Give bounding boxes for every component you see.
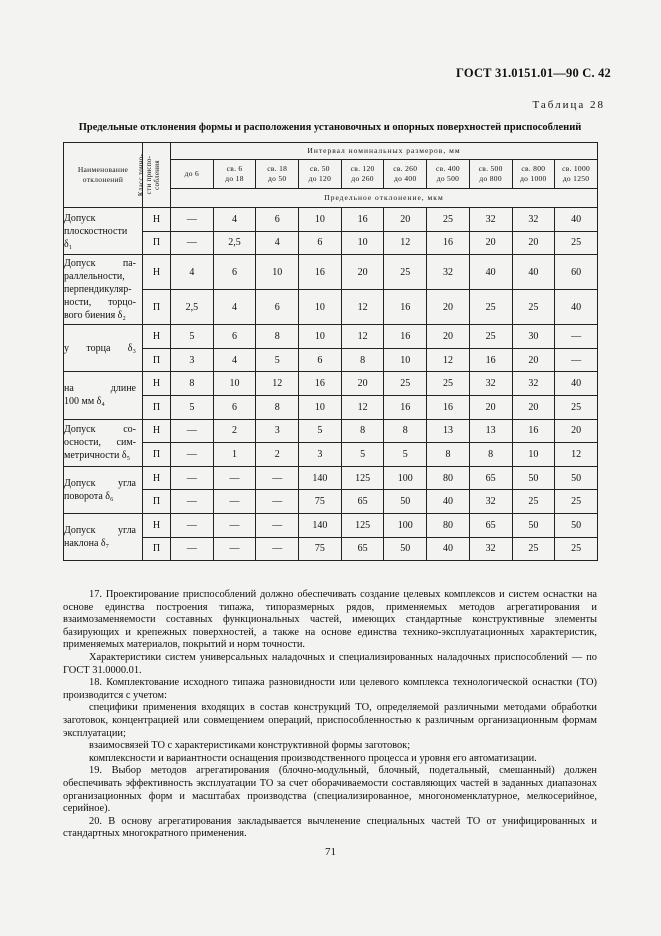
- accuracy-class: П: [143, 231, 171, 255]
- value-cell: 50: [384, 537, 427, 561]
- value-cell: 16: [512, 419, 555, 443]
- accuracy-class: Н: [143, 255, 171, 290]
- value-cell: 6: [256, 208, 299, 232]
- table-row: [64, 255, 598, 290]
- value-cell: —: [171, 443, 214, 467]
- value-cell: 20: [512, 395, 555, 419]
- value-cell: 2,5: [171, 290, 214, 325]
- value-cell: —: [171, 208, 214, 232]
- value-cell: 10: [299, 325, 342, 349]
- value-cell: 2,5: [213, 231, 256, 255]
- table-row: [64, 419, 598, 443]
- value-cell: 16: [427, 231, 470, 255]
- value-cell: 8: [341, 419, 384, 443]
- value-cell: 80: [427, 513, 470, 537]
- value-cell: 4: [213, 208, 256, 232]
- value-cell: 25: [512, 490, 555, 514]
- accuracy-class: Н: [143, 466, 171, 490]
- value-cell: 8: [256, 395, 299, 419]
- value-cell: 16: [384, 395, 427, 419]
- paragraph: комплексности и вариантности оснащения производственного процесса и уровня его автоматизации.: [89, 752, 537, 764]
- table-row: [64, 325, 598, 349]
- value-cell: 8: [171, 372, 214, 396]
- paragraph: 20. В основу агрегатирования закладывается вычленение специальных частей ТО от унифицированных и стандартных многократного применения.: [63, 815, 597, 840]
- value-cell: 32: [469, 372, 512, 396]
- value-cell: 50: [512, 466, 555, 490]
- deviation-table: [63, 142, 598, 561]
- paragraph: специфики применения входящих в состав конструкций ТО, определяемой различными методами обработки заготовок, концентрацией или совмещением операций, приспособленностью к различным организационным формам эксплуатации;: [63, 702, 597, 739]
- table-row: [64, 443, 598, 467]
- value-cell: 16: [384, 325, 427, 349]
- accuracy-class: П: [143, 443, 171, 467]
- table-title: Предельные отклонения формы и расположения установочных и опорных поверхностей приспособлений: [78, 122, 582, 133]
- table-row: [64, 466, 598, 490]
- deviation-name: Допуск угла наклона δ₇: [64, 513, 143, 560]
- paragraph: 17. Проектирование приспособлений должно обеспечивать создание целевых комплексов и систем оснастки на основе единства построения типажа, типоразмерных рядов, применяемых методов агрегатирования и взаимозаменяемости составных функциональных частей, имеющих стандартные конструктивные элементы базирующих и крепежных поверхностей, а также на основе единства технико-эксплуатационных характеристик, применяемых материалов, покрытий и норм точности.: [63, 589, 597, 651]
- range-header-cell: св. 1000 до 1250: [555, 160, 598, 189]
- value-cell: 125: [341, 513, 384, 537]
- value-cell: 25: [469, 325, 512, 349]
- accuracy-class: Н: [143, 513, 171, 537]
- value-cell: 125: [341, 466, 384, 490]
- value-cell: 40: [555, 290, 598, 325]
- accuracy-class: Н: [143, 208, 171, 232]
- value-cell: 140: [299, 466, 342, 490]
- deviation-name: Допуск угла поворота δ₆: [64, 466, 143, 513]
- value-cell: 12: [384, 231, 427, 255]
- value-cell: 8: [469, 443, 512, 467]
- column-header-name: Наименование отклонений: [64, 143, 143, 208]
- paragraph: 19. Выбор методов агрегатирования (блочно-модульный, блочный, подетальный, смешанный) должен обеспечивать эффективность эксплуатации ТО за счет оборачиваемости составляющих частей в заданных диапазонах организационных форм и масштабах производства (специализированное, многономенклатурное, мелкосерийное, серийное).: [63, 765, 597, 815]
- interval-header: Интервал номинальных размеров, мм: [171, 143, 598, 160]
- value-cell: —: [213, 466, 256, 490]
- value-cell: 3: [171, 348, 214, 372]
- value-cell: 13: [469, 419, 512, 443]
- value-cell: —: [171, 466, 214, 490]
- value-cell: 3: [299, 443, 342, 467]
- value-cell: —: [171, 419, 214, 443]
- value-cell: 25: [384, 372, 427, 396]
- range-header-cell: св. 120 до 260: [341, 160, 384, 189]
- value-cell: 16: [384, 290, 427, 325]
- value-cell: 100: [384, 466, 427, 490]
- table-row: [64, 513, 598, 537]
- value-cell: —: [256, 490, 299, 514]
- value-cell: —: [213, 537, 256, 561]
- accuracy-class: П: [143, 537, 171, 561]
- value-cell: 3: [256, 419, 299, 443]
- value-cell: 10: [213, 372, 256, 396]
- value-cell: 16: [299, 255, 342, 290]
- value-cell: 5: [341, 443, 384, 467]
- deviation-name: на длине 100 мм δ₄: [64, 372, 143, 419]
- value-cell: 32: [427, 255, 470, 290]
- value-cell: 25: [512, 537, 555, 561]
- body-text: [63, 589, 597, 841]
- value-cell: 10: [384, 348, 427, 372]
- value-cell: 12: [427, 348, 470, 372]
- value-cell: 20: [341, 255, 384, 290]
- value-cell: 32: [512, 208, 555, 232]
- value-cell: 65: [341, 490, 384, 514]
- value-cell: 12: [341, 395, 384, 419]
- value-cell: —: [256, 513, 299, 537]
- value-cell: —: [171, 537, 214, 561]
- value-cell: —: [555, 348, 598, 372]
- value-cell: 10: [256, 255, 299, 290]
- value-cell: 6: [299, 348, 342, 372]
- deviation-name: Допуск со- осности, сим- метричности δ₅: [64, 419, 143, 466]
- value-cell: —: [171, 231, 214, 255]
- value-cell: —: [256, 466, 299, 490]
- value-cell: 50: [512, 513, 555, 537]
- value-cell: 10: [341, 231, 384, 255]
- value-cell: 5: [299, 419, 342, 443]
- page-number: 71: [325, 846, 336, 858]
- table-row: [64, 537, 598, 561]
- value-cell: 65: [469, 513, 512, 537]
- value-cell: 25: [555, 537, 598, 561]
- accuracy-class: Н: [143, 325, 171, 349]
- value-cell: 25: [469, 290, 512, 325]
- value-cell: 20: [341, 372, 384, 396]
- value-cell: 8: [256, 325, 299, 349]
- value-cell: 12: [256, 372, 299, 396]
- value-cell: —: [256, 537, 299, 561]
- value-cell: 13: [427, 419, 470, 443]
- table-row: [64, 395, 598, 419]
- table-body: [64, 208, 598, 561]
- value-cell: 20: [512, 231, 555, 255]
- value-cell: 16: [469, 348, 512, 372]
- accuracy-class: П: [143, 348, 171, 372]
- value-cell: 20: [427, 325, 470, 349]
- value-cell: 32: [469, 537, 512, 561]
- value-cell: 50: [555, 513, 598, 537]
- value-cell: 40: [555, 208, 598, 232]
- accuracy-class: Н: [143, 372, 171, 396]
- table-row: [64, 290, 598, 325]
- value-cell: 12: [555, 443, 598, 467]
- accuracy-class: Н: [143, 419, 171, 443]
- range-header-cell: до 6: [171, 160, 214, 189]
- value-cell: 25: [427, 208, 470, 232]
- value-cell: 25: [384, 255, 427, 290]
- value-cell: 25: [512, 290, 555, 325]
- value-cell: 32: [469, 208, 512, 232]
- value-cell: —: [555, 325, 598, 349]
- paragraph: 18. Комплектование исходного типажа разновидности или целевого комплекса технологической оснастки (ТО) производится с учетом:: [63, 677, 597, 701]
- range-header-cell: св. 6 до 18: [213, 160, 256, 189]
- value-cell: 16: [341, 208, 384, 232]
- range-header-cell: св. 500 до 800: [469, 160, 512, 189]
- value-cell: 6: [213, 255, 256, 290]
- value-cell: 32: [469, 490, 512, 514]
- value-cell: 4: [213, 290, 256, 325]
- value-cell: 2: [213, 419, 256, 443]
- value-cell: 8: [341, 348, 384, 372]
- value-cell: 8: [427, 443, 470, 467]
- value-cell: 65: [469, 466, 512, 490]
- value-cell: 50: [555, 466, 598, 490]
- value-cell: 6: [213, 325, 256, 349]
- value-cell: 16: [299, 372, 342, 396]
- range-header-cell: св. 800 до 1000: [512, 160, 555, 189]
- value-cell: 25: [555, 231, 598, 255]
- deviation-name: Допуск плоскостности δ₁: [64, 208, 143, 255]
- value-cell: 40: [469, 255, 512, 290]
- value-cell: 75: [299, 537, 342, 561]
- value-cell: 10: [299, 395, 342, 419]
- value-cell: 20: [384, 208, 427, 232]
- paragraph: взаимосвязей ТО с характеристиками конструктивной формы заготовок;: [89, 740, 411, 752]
- value-cell: 30: [512, 325, 555, 349]
- value-cell: 4: [213, 348, 256, 372]
- value-cell: —: [171, 490, 214, 514]
- value-cell: 16: [427, 395, 470, 419]
- table-row: [64, 372, 598, 396]
- accuracy-class: П: [143, 290, 171, 325]
- document-code: ГОСТ 31.0151.01—90 С. 42: [456, 66, 611, 80]
- value-cell: 40: [427, 537, 470, 561]
- value-cell: 6: [299, 231, 342, 255]
- value-cell: 2: [256, 443, 299, 467]
- range-header-cell: св. 18 до 50: [256, 160, 299, 189]
- value-cell: 50: [384, 490, 427, 514]
- value-cell: 20: [512, 348, 555, 372]
- value-cell: 5: [171, 325, 214, 349]
- value-cell: 10: [299, 208, 342, 232]
- value-cell: 40: [512, 255, 555, 290]
- value-cell: 5: [171, 395, 214, 419]
- value-cell: 10: [512, 443, 555, 467]
- value-cell: 40: [555, 372, 598, 396]
- paragraph: Характеристики систем универсальных наладочных и специализированных наладочных приспособлений — по ГОСТ 31.0000.01.: [63, 651, 597, 676]
- value-cell: 10: [299, 290, 342, 325]
- value-cell: 40: [427, 490, 470, 514]
- limit-header: Предельное отклонение, мкм: [171, 189, 598, 208]
- value-cell: 100: [384, 513, 427, 537]
- value-cell: 25: [555, 395, 598, 419]
- value-cell: —: [213, 490, 256, 514]
- value-cell: 65: [341, 537, 384, 561]
- value-cell: 25: [427, 372, 470, 396]
- value-cell: 6: [256, 290, 299, 325]
- value-cell: 140: [299, 513, 342, 537]
- value-cell: 8: [384, 419, 427, 443]
- value-cell: 20: [469, 395, 512, 419]
- value-cell: 4: [171, 255, 214, 290]
- value-cell: 20: [555, 419, 598, 443]
- value-cell: 20: [469, 231, 512, 255]
- column-header-class: Класс точно- сти приспо- собления: [143, 143, 171, 208]
- range-header-cell: св. 50 до 120: [299, 160, 342, 189]
- value-cell: 32: [512, 372, 555, 396]
- value-cell: 80: [427, 466, 470, 490]
- value-cell: 12: [341, 325, 384, 349]
- deviation-name: Допуск па- раллельности, перпендикуляр- ности, торцо- вого биения δ₂: [64, 255, 143, 325]
- value-cell: 5: [384, 443, 427, 467]
- value-cell: —: [171, 513, 214, 537]
- table-row: [64, 208, 598, 232]
- range-header-cell: св. 260 до 400: [384, 160, 427, 189]
- table-row: [64, 490, 598, 514]
- value-cell: 4: [256, 231, 299, 255]
- value-cell: 1: [213, 443, 256, 467]
- accuracy-class: П: [143, 490, 171, 514]
- value-cell: 5: [256, 348, 299, 372]
- value-cell: —: [213, 513, 256, 537]
- table-row: [64, 348, 598, 372]
- value-cell: 20: [427, 290, 470, 325]
- table-row: [64, 231, 598, 255]
- value-cell: 75: [299, 490, 342, 514]
- value-cell: 6: [213, 395, 256, 419]
- accuracy-class: П: [143, 395, 171, 419]
- value-cell: 12: [341, 290, 384, 325]
- range-header-cell: св. 400 до 500: [427, 160, 470, 189]
- value-cell: 25: [555, 490, 598, 514]
- value-cell: 60: [555, 255, 598, 290]
- table-label: Таблица 28: [532, 99, 605, 111]
- deviation-name: у торца δ₃: [64, 325, 143, 372]
